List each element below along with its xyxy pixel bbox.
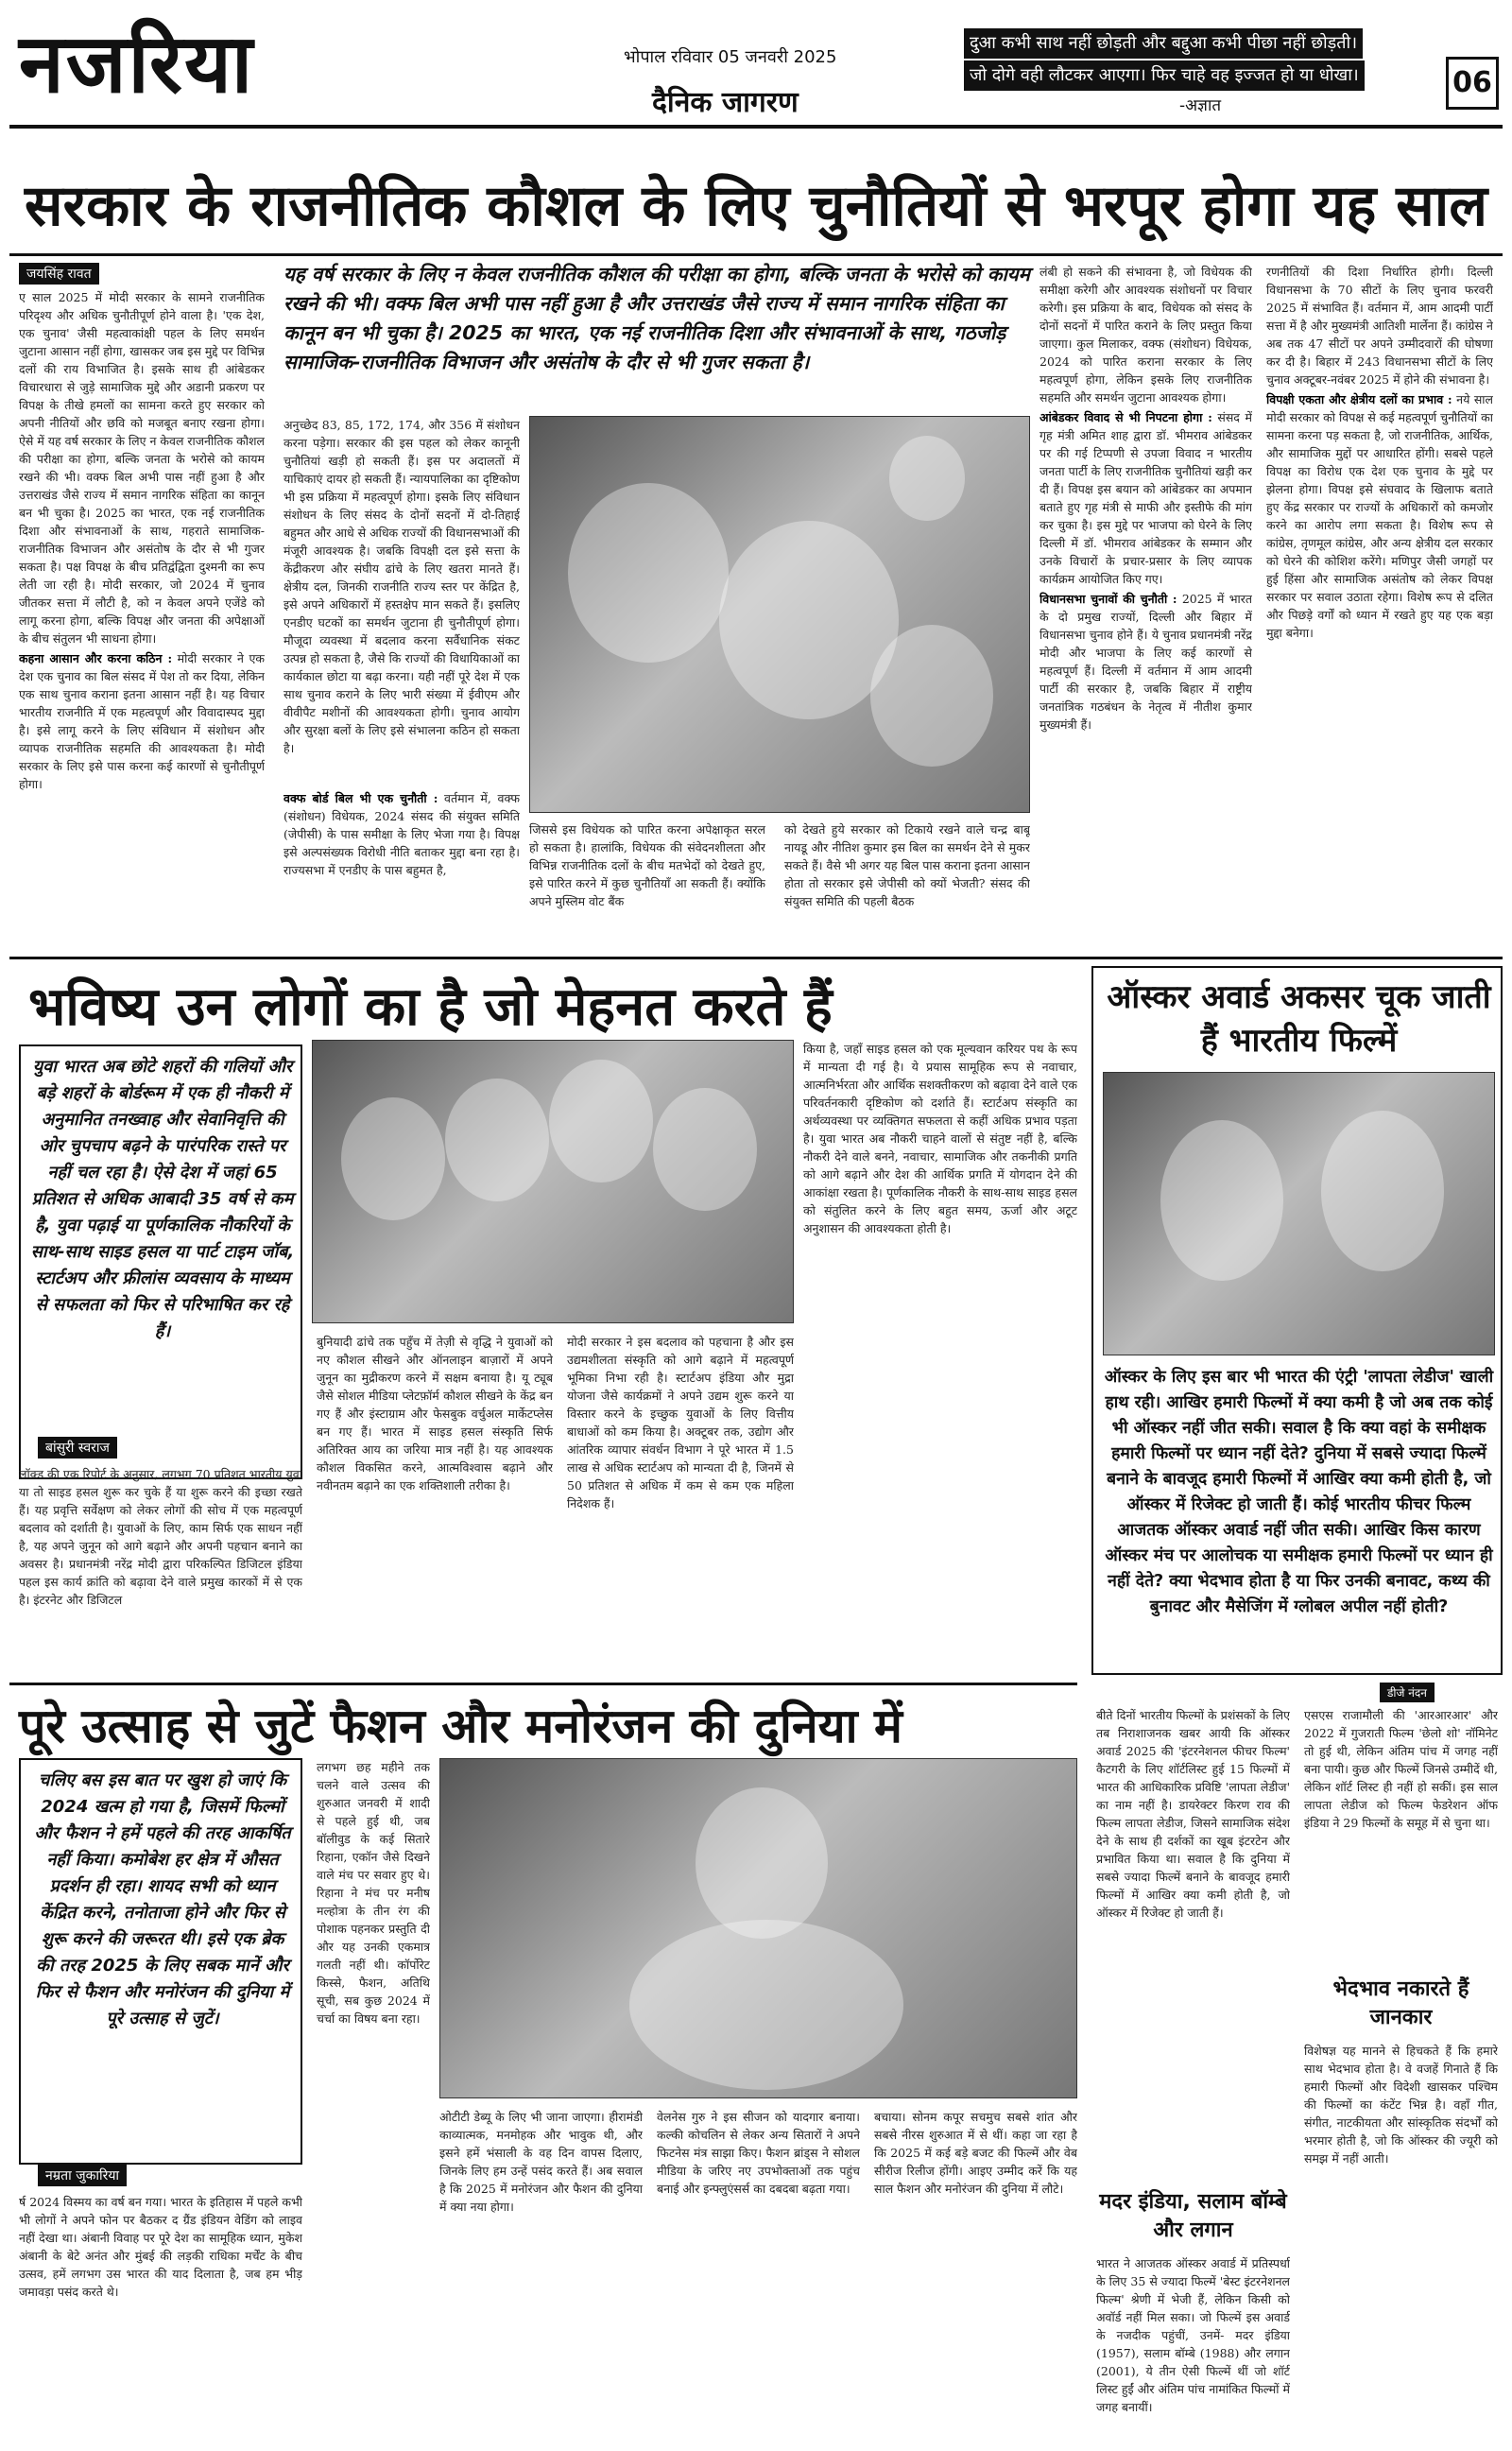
article2-col2 bbox=[317, 1333, 553, 1635]
article1-col4-text: को देखते हुये सरकार को टिकाये रखने वाले चन्द्र बाबू नायडू और नीतिश कुमार इस बिल का समर्थन देने से मुकर सकते हैं। वैसे भी अगर यह बिल पास कराना इतना आसान होता तो सरकार इसे जेपीसी को क्यों भेजती? संसद की संयुक्त समिति की पहली बैठक bbox=[784, 822, 1030, 908]
article3-headline: ऑस्कर अवार्ड अकसर चूक जाती हैं भारतीय फिल्में bbox=[1107, 978, 1491, 1060]
article2-headline: भविष्य उन लोगों का है जो मेहनत करते हैं bbox=[28, 976, 833, 1038]
article2-col1-text: लॉक्ड की एक रिपोर्ट के अनुसार, लगभग 70 प्रतिशत भारतीय युवा या तो साइड हसल शुरू कर चुके हैं या शुरू करने की इच्छा रखते हैं। यह प्रवृत्ति सर्वेक्षण को लेकर लोगों की सोच में एक महत्वपूर्ण बदलाव को दर्शाती है। युवाओं के लिए, काम सिर्फ एक साधन नहीं है, यह अपने जुनून को आगे बढ़ाने और अपनी पहचान बनाने का अवसर है। प्रधानमंत्री नरेंद्र मोदी द्वारा परिकल्पित डिजिटल इंडिया पहल इस कार्य क्रांति को बढ़ावा देने वाले प्रमुख कारकों में से एक है। इंटरनेट और डिजिटल bbox=[19, 1467, 302, 1607]
article1-byline: जयसिंह रावत bbox=[19, 263, 99, 285]
article1-col6-subhead: विपक्षी एकता और क्षेत्रीय दलों का प्रभाव : bbox=[1266, 392, 1452, 406]
film-photo bbox=[1103, 1072, 1495, 1355]
article1-headline: सरकार के राजनीतिक कौशल के लिए चुनौतियों से भरपूर होगा यह साल bbox=[24, 173, 1488, 239]
article1-col5-text: लंबी हो सकने की संभावना है, जो विधेयक की समीक्षा करेगी और आवश्यक संशोधनों पर विचार करेगी। इस प्रक्रिया के बाद, विधेयक को संसद के दोनों सदनों में पारित कराने के लिए प्रस्तुत किया जाएगा। कुल मिलाकर, वक्फ (संशोधन) विधेयक, 2024 को पारित कराना सरकार के लिए महत्वपूर्ण होगा, लेकिन इसके लिए राजनीतिक सहमति और समर्थन जुटाना आवश्यक होगा। bbox=[1040, 265, 1252, 405]
masthead bbox=[9, 8, 1503, 129]
fashion-photo bbox=[439, 1758, 1077, 2098]
article1-col1-subhead: कहना आसान और करना कठिन : bbox=[19, 651, 173, 665]
article1-col1-text: ए साल 2025 में मोदी सरकार के सामने राजनीतिक परिदृश्य और अधिक चुनौतीपूर्ण होने वाला है। 'एक देश, एक चुनाव' जैसी महत्वाकांक्षी पहल के लिए समर्थन जुटाना आसान नहीं होगा, खासकर जब इस मुद्दे पर विभिन्न दलों की राय विभाजित है। इसके साथ ही आंबेडकर विचारधारा से जुड़े सामाजिक मुद्दे और अडानी प्रकरण पर विपक्ष के तीखे हमलों का सामना करते हुए सरकार को अपनी नीतियों और छवि को मजबूत बनाए रखना होगा। ऐसे में यह वर्ष सरकार के लिए न केवल राजनीतिक कौशल की परीक्षा का होगा, बल्कि जनता के भरोसे को कायम रखने की भी। वक्फ बिल अभी पास नहीं हुआ है और उत्तराखंड जैसे राज्य में समान नागरिक संहिता का कानून बन भी चुका है। 2025 का भारत, एक नई राजनीतिक दिशा और संभावनाओं के साथ, गहराते सामाजिक-राजनीतिक विभाजन और असंतोष के दौर से भी गुजर सकता है। पक्ष विपक्ष के बीच प्रतिद्वंद्विता दुश्मनी का रूप लेती जा रही है। मोदी सरकार, जो 2024 में चुनाव जीतकर सत्ता में लौटी है, को न केवल अपने एजेंडे को लागू करना होगा, बल्कि विपक्ष और जनता की अपेक्षाओं के बीच संतुलन भी साधना होगा। bbox=[19, 290, 265, 646]
article4-col5 bbox=[874, 2108, 1077, 2443]
article3-byline: डीजे नंदन bbox=[1380, 1683, 1435, 1702]
article4-quote-box bbox=[19, 1758, 302, 2165]
youth-photo bbox=[312, 1040, 794, 1323]
article4-col2-text: लगभग छह महीने तक चलने वाले उत्सव की शुरुआत जनवरी में शादी से पहले हुई थी, जब बॉलीवुड के कई सितारे रिहाना, एकॉन जैसे दिखने वाले मंच पर सवार हुए थे। रिहाना ने मंच पर मनीष मल्होत्रा के तीन रंग की पोशाक पहनकर प्रस्तुति दी और यह उनकी एकमात्र गलती नहीं थी। कॉर्पोरेट किस्से, फैशन, अतिथि सूची, सब कुछ 2024 में चर्चा का विषय बना रहा। bbox=[317, 1760, 430, 2026]
article4-col1 bbox=[19, 2193, 302, 2443]
article3-col1-text: बीते दिनों भारतीय फिल्मों के प्रशंसकों के लिए तब निराशाजनक खबर आयी कि ऑस्कर अवार्ड 2025 की 'इंटरनेशनल फीचर फिल्म' कैटगरी के लिए शॉर्टलिस्ट हुई 15 फिल्मों में भारत की आधिकारिक प्रविष्टि 'लापता लेडीज' का नाम नहीं है। डायरेक्टर किरण राव की फिल्म लापता लेडीज, जिसने सामाजिक संदेश देने के साथ ही दर्शकों का खूब इंटरटेन और प्रभावित किया था। सवाल है कि दुनिया में सबसे ज्यादा फिल्में बनाने के बावजूद हमारी फिल्मों में आखिर क्या कमी होती है, जो ऑस्कर में रिजेक्ट हो जाती हैं। bbox=[1096, 1708, 1290, 1920]
article3-subhead1: भेदभाव नकारते हैं जानकार bbox=[1332, 1977, 1469, 2029]
article2-col2-text: बुनियादी ढांचे तक पहुँच में तेज़ी से वृद्धि ने युवाओं को नए कौशल सीखने और ऑनलाइन बाज़ारों में अपने जुनून का मुद्रीकरण करने में सक्षम बनाया है। यू ट्यूब जैसे सोशल मीडिया प्लेटफ़ॉर्म कौशल सीखने के केंद्र बन गए हैं और इंस्टाग्राम और फेसबुक वर्चुअल मार्केटप्लेस बन गए हैं। भारत में साइड हसल संस्कृति सिर्फ अतिरिक्त आय का जरिया मात्र नहीं है। यह आवश्यक कौशल विकसित करने, आत्मविश्वास बढ़ाने और नवीनतम बढ़ाने का एक शक्तिशाली तरीका है। bbox=[317, 1335, 553, 1493]
article1-col5-b: संसद में गृह मंत्री अमित शाह द्वारा डॉ. भीमराव आंबेडकर पर की गई टिप्पणी से उपजा विवाद न भारतीय जनता पार्टी के लिए राजनीतिक चुनौतियां खड़ी कर दी हैं। विपक्ष इस बयान को आंबेडकर का अपमान बताते हुए गृह मंत्री से माफी और इस्तीफे की मांग कर चुका है। इस मुद्दे पर भाजपा को घेरने के लिए दिल्ली में डॉ. भीमराव आंबेडकर के सम्मान और उनके विचारों के प्रचार-प्रसार के लिए व्यापक कार्यक्रम आयोजित किए गए। bbox=[1040, 410, 1252, 586]
article2-byline: बांसुरी स्वराज bbox=[38, 1437, 117, 1459]
article2-col4 bbox=[803, 1040, 1077, 1635]
article1-col4 bbox=[784, 820, 1030, 950]
article4-col5-text: बचाया। सोनम कपूर सचमुच सबसे शांत और सबसे नीरस शुरुआत में से थीं। कहा जा रहा है कि 2025 में कई बड़े बजट की फिल्में और वेब सीरीज रिलीज होंगी। आइए उम्मीद करें कि यह साल फैशन और मनोरंजन की दुनिया में लौटे। bbox=[874, 2110, 1077, 2196]
article1-col3-text: जिससे इस विधेयक को पारित करना अपेक्षाकृत सरल हो सकता है। हालांकि, विधेयक की संवेदनशीलता और विभिन्न राजनीतिक दलों के बीच मतभेदों को देखते हुए, इसे पारित करने में कुछ चुनौतियाँ आ सकती हैं। क्योंकि अपने मुस्लिम वोट बैंक bbox=[529, 822, 765, 908]
article1-col2-b: वर्तमान में, वक्फ (संशोधन) विधेयक, 2024 संसद की संयुक्त समिति (जेपीसी) के पास समीक्षा के लिए भेजा गया है। विपक्ष इसे अल्पसंख्यक विरोधी नीति बताकर मुद्दा बना रहा है। राज्यसभा में एनडीए के पास बहुमत है, bbox=[284, 791, 520, 877]
masthead-quote bbox=[964, 28, 1436, 119]
article2-col3-text: मोदी सरकार ने इस बदलाव को पहचाना है और इस उद्यमशीलता संस्कृति को आगे बढ़ाने में महत्वपूर्ण भूमिका निभा रही है। स्टार्टअप इंडिया और मुद्रा योजना जैसे कार्यक्रमों ने अपने उद्यम शुरू करने या विस्तार करने के इच्छुक युवाओं के लिए वित्तीय बाधाओं को कम किया है। अक्टूबर तक, उद्योग और आंतरिक व्यापार संवर्धन विभाग ने पूरे भारत में 1.5 लाख से अधिक स्टार्टअप को मान्यता दी है, जिनमें से 50 प्रतिशत से अधिक में कम से कम एक महिला निदेशक हैं। bbox=[567, 1335, 794, 1510]
article1-col2 bbox=[284, 416, 520, 785]
article1-col3 bbox=[529, 820, 765, 950]
article1-col2-subhead: वक्फ बोर्ड बिल भी एक चुनौती : bbox=[284, 791, 438, 805]
article3-col2b bbox=[1304, 2042, 1498, 2443]
article1-col1-b: मोदी सरकार ने एक देश एक चुनाव का बिल संसद में पेश तो कर दिया, लेकिन एक साथ चुनाव कराना इतना आसान नहीं है। यह विचार भारतीय राजनीति में एक महत्वपूर्ण और विवादास्पद मुद्दा है। इसे लागू करने के लिए संविधान में संशोधन और व्यापक राजनीतिक सहमति की आवश्यकता है। मोदी सरकार के लिए इसे पास करना कई कारणों से चुनौतीपूर्ण होगा। bbox=[19, 651, 265, 791]
article3-col2 bbox=[1304, 1706, 1498, 1971]
article4-byline: नम्रता जुकारिया bbox=[38, 2165, 127, 2186]
article1-deck: यह वर्ष सरकार के लिए न केवल राजनीतिक कौशल की परीक्षा का होगा, बल्कि जनता के भरोसे को कायम रखने की भी। वक्फ बिल अभी पास नहीं हुआ है और उत्तराखंड जैसे राज्य में समान नागरिक संहिता का कानून बन भी चुका है। 2025 का भारत, एक नई राजनीतिक दिशा और संभावनाओं के साथ, गठजोड़ सामाजिक-राजनीतिक विभाजन और असंतोष के दौर से भी गुजर सकता है। bbox=[284, 263, 1030, 373]
article1-col1 bbox=[19, 288, 265, 950]
article3-subhead2: मदर इंडिया, सलाम बॉम्बे और लगान bbox=[1099, 2190, 1287, 2242]
masthead-paper-name: दैनिक जागरण bbox=[652, 86, 799, 119]
article2-pull-quote: युवा भारत अब छोटे शहरों की गलियों और बड़े शहरों के बोर्डरूम में एक ही नौकरी में अनुमानित तनख्वाह और सेवानिवृत्ति की ओर चुपचाप बढ़ने के पारंपरिक रास्ते पर नहीं चल रहा है। ऐसे देश में जहां 65 प्रतिशत से अधिक आबादी 35 वर्ष से कम है, युवा पढ़ाई या पूर्णकालिक नौकरियों के साथ-साथ साइड हसल या पार्ट टाइम जॉब, स्टार्टअप और फ्रीलांस व्यवसाय के माध्यम से सफलता को फिर से परिभाषित कर रहे हैं। bbox=[30, 1057, 295, 1341]
masthead-logo: नजरिया bbox=[19, 17, 255, 112]
article3-quote: ऑस्कर के लिए इस बार भी भारत की एंट्री 'लापता लेडीज' खाली हाथ रही। आखिर हमारी फिल्मों में क्या कमी है जो अब तक कोई भी ऑस्कर नहीं जीत सकी। सवाल है कि क्या वहां के समीक्षक हमारी फिल्मों पर ध्यान नहीं देते? दुनिया में सबसे ज्यादा फिल्में बनाने के बावजूद हमारी फिल्मों में आखिर क्या कमी होती है, जो ऑस्कर में रिजेक्ट हो जाती हैं। कोई भारतीय फीचर फिल्म आजतक ऑस्कर अवार्ड नहीं जीत सकी। आखिर किस कारण ऑस्कर मंच पर आलोचक या समीक्षक हमारी फिल्मों पर ध्यान ही नहीं देते? क्या भेदभाव होता है या फिर उनकी बनावट, कथ्य की बुनावट और मैसेजिंग में ग्लोबल अपील नहीं होती? bbox=[1104, 1368, 1494, 1616]
article4-headline: पूरे उत्साह से जुटें फैशन और मनोरंजन की दुनिया में bbox=[19, 1699, 902, 1753]
article4-col4 bbox=[657, 2108, 860, 2443]
article2-col1 bbox=[19, 1465, 302, 1635]
article1-col5-c: 2025 में भारत के दो प्रमुख राज्यों, दिल्ली और बिहार में विधानसभा चुनाव होने हैं। ये चुनाव प्रधानमंत्री नरेंद्र मोदी और भाजपा के लिए कई कारणों से महत्वपूर्ण हैं। दिल्ली में वर्तमान में आम आदमी पार्टी की सरकार है, जबकि बिहार में राष्ट्रीय जनतांत्रिक गठबंधन के नेतृत्व में नीतीश कुमार मुख्यमंत्री हैं। bbox=[1040, 592, 1252, 732]
article2-col3 bbox=[567, 1333, 794, 1635]
article4-col3-text: ओटीटी डेब्यू के लिए भी जाना जाएगा। हीरामंडी काव्यात्मक, मनमोहक और भावुक थी, और इसने हमें भंसाली के वह दिन वापस दिलाए, जिनके लिए हम उन्हें पसंद करते हैं। अब सवाल है कि 2025 में मनोरंजन और फैशन की दुनिया में क्या नया होगा। bbox=[439, 2110, 643, 2214]
article4-col4-text: वेलनेस गुरु ने इस सीजन को यादगार बनाया। कल्की कोचलिन से लेकर अन्य सितारों ने अपने फिटनेस मंत्र साझा किए। फैशन ब्रांड्स ने सोशल मीडिया के जरिए नए उपभोक्ताओं तक पहुंच बनाई और इन्फ्लुएंसर्स का दबदबा बढ़ता गया। bbox=[657, 2110, 860, 2196]
divider bbox=[9, 253, 1503, 256]
quote-line-2: जो दोगे वही लौटकर आएगा। फिर चाहे वह इज्जत हो या धोखा। bbox=[964, 60, 1365, 91]
divider bbox=[9, 1683, 1077, 1685]
politicians-photo bbox=[529, 416, 1030, 813]
article1-col6-text: रणनीतियों की दिशा निर्धारित होगी। दिल्ली विधानसभा के 70 सीटों के लिए चुनाव फरवरी 2025 में संभावित हैं। वर्तमान में, आम आदमी पार्टी सत्ता में है और मुख्यमंत्री आतिशी मार्लेना हैं। कांग्रेस ने अब तक 47 सीटों पर अपने उम्मीदवारों की घोषणा कर दी है। बिहार में 243 विधानसभा सीटों के लिए चुनाव अक्टूबर-नवंबर 2025 में होने की संभावना है। bbox=[1266, 265, 1493, 387]
article4-col2 bbox=[317, 1758, 430, 2443]
masthead-date: भोपाल रविवार 05 जनवरी 2025 bbox=[624, 47, 837, 67]
quote-author: -अज्ञात bbox=[1178, 96, 1222, 115]
article3-col2-b: विशेषज्ञ यह मानने से हिचकते हैं कि हमारे साथ भेदभाव होता है। वे वजहें गिनाते हैं कि हमारी फिल्मों और विदेशी खासकर पश्चिम की फिल्मों का कंटेंट भिन्न है। वहाँ गीत, संगीत, नाटकीयता और सांस्कृतिक संदर्भों को भरमार होती है, जो कि ऑस्कर की ज्यूरी को समझ में नहीं आती। bbox=[1304, 2044, 1498, 2166]
article1-col2b bbox=[284, 789, 520, 950]
article1-col6 bbox=[1266, 263, 1493, 950]
article1-col2-text: अनुच्छेद 83, 85, 172, 174, और 356 में संशोधन करना पड़ेगा। सरकार की इस पहल को लेकर कानूनी चुनौतियां खड़ी हो सकती हैं। इस पर अदालतों में याचिकाएं दायर हो सकती हैं। न्यायपालिका का दृष्टिकोण भी इस प्रक्रिया में महत्वपूर्ण होगा। इसके लिए संविधान संशोधन के लिए संसद के दोनों सदनों में दो-तिहाई बहुमत और आधे से अधिक राज्यों की विधानसभाओं की मंजूरी आवश्यक है। जबकि विपक्षी दल इसे सत्ता के केंद्रीकरण और संघीय ढांचे के लिए खतरा मानते हैं। क्षेत्रीय दल, जिनकी राजनीति राज्य स्तर पर केंद्रित है, इसे अपने अधिकारों में हस्तक्षेप मान सकते हैं। इसलिए एनडीए घटकों का समर्थन जुटाना ही चुनौतीपूर्ण होगा। मौजूदा व्यवस्था में बदलाव करना सर्वैधानिक संकट उत्पन्न हो सकता है, जैसे कि राज्यों की विधायिकाओं का कार्यकाल छोटा या बढ़ा करना। यही नहीं पूरे देश में एक साथ चुनाव कराने के लिए भारी संख्या में ईवीएम और वीवीपैट मशीनों की आवश्यकता होगी। चुनाव आयोग और सुरक्षा बलों के लिए इसे संभालना कठिन हो सकता है। bbox=[284, 418, 520, 755]
page-number: 06 bbox=[1446, 57, 1499, 110]
quote-line-1: दुआ कभी साथ नहीं छोड़ती और बद्दुआ कभी पीछा नहीं छोड़ती। bbox=[964, 28, 1363, 59]
article2-col4-text: किया है, जहाँ साइड हसल को एक मूल्यवान करियर पथ के रूप में मान्यता दी गई है। ये प्रयास सामूहिक रूप से नवाचार, आत्मनिर्भरता और आर्थिक सशक्तीकरण को बढ़ावा देने वाले एक परिवर्तनकारी दृष्टिकोण को दर्शाते हैं। स्टार्टअप संस्कृति का अर्थव्यवस्था पर व्यक्तिगत सफलता से कहीं अधिक प्रभाव पड़ता है। युवा भारत अब नौकरी चाहने वालों से संतुष्ट नहीं है, बल्कि नौकरी देने वाले बनने, नवाचार, सामाजिक और तकनीकी प्रगति को आगे बढ़ाने और देश की आर्थिक प्रगति में योगदान देने की आकांक्षा रखता है। पूर्णकालिक नौकरी के साथ-साथ साइड हसल को संतुलित करने के लिए बहुत समय, ऊर्जा और अटूट अनुशासन की आवश्यकता होती है। bbox=[803, 1042, 1077, 1235]
article4-col1-text: र्ष 2024 विस्मय का वर्ष बन गया। भारत के इतिहास में पहले कभी भी लोगों ने अपने फोन पर बैठकर द ग्रैंड इंडियन वेडिंग को लाइव नहीं देखा था। अंबानी विवाह पर पूरे देश का सामूहिक ध्यान, मुकेश अंबानी के बेटे अनंत और मुंबई की लड़की राधिका मर्चेंट के बीच उत्सव, हमें लगभग उस भारत की याद दिलाता है, जब हम भीड़ जमावड़ा पसंद करते थे। bbox=[19, 2195, 302, 2299]
article3-box bbox=[1091, 966, 1503, 1675]
article1-col5 bbox=[1040, 263, 1252, 950]
article4-col3 bbox=[439, 2108, 643, 2443]
article3-col2-text: एसएस राजामौली की 'आरआरआर' और 2022 में गुजराती फिल्म 'छेलो शो' नॉमिनेट तो हुई थी, लेकिन अंतिम पांच में जगह नहीं बना पायी। कुछ और फिल्में जिनसे उम्मीदें थी, लेकिन शॉर्ट लिस्ट ही नहीं हो सकीं। इस साल लापता लेडीज को फिल्म फेडरेशन ऑफ इंडिया ने 29 फिल्मों के समूह में से चुना था। bbox=[1304, 1708, 1498, 1830]
article1-col5-subhead: आंबेडकर विवाद से भी निपटना होगा : bbox=[1040, 410, 1212, 424]
article1-col6-b: नये साल मोदी सरकार को विपक्ष से कई महत्वपूर्ण चुनौतियों का सामना करना पड़ सकता है, जो राजनीतिक, आर्थिक, और सामाजिक मुद्दों पर आधारित होंगी। सबसे पहले विपक्ष का विरोध एक देश एक चुनाव के मुद्दे पर झेलना होगा। विपक्ष इसे संघवाद के खिलाफ बताते हुए केंद्र सरकार पर राज्यों के अधिकारों को कमजोर करने का आरोप लगा सकता है। विशेष रूप से कांग्रेस, तृणमूल कांग्रेस, और अन्य क्षेत्रीय दल सरकार को घेरने की कोशिश करेंगे। मणिपुर जैसी जगहों पर हुई हिंसा और सामाजिक असंतोष को लेकर विपक्ष सरकार पर सवाल उठाता रहेगा। विशेष रूप से दलित और पिछड़े वर्गों को ध्यान में रखते हुए यह एक बड़ा मुद्दा बनेगा। bbox=[1266, 392, 1493, 640]
article3-col1-b: भारत ने आजतक ऑस्कर अवार्ड में प्रतिस्पर्धा के लिए 35 से ज्यादा फिल्में 'बेस्ट इंटरनेशनल फिल्म' श्रेणी में भेजी हैं, लेकिन किसी को अवॉर्ड नहीं मिल सका। जो फिल्में इस अवार्ड के नजदीक पहुंचीं, उनमें- मदर इंडिया (1957), सलाम बॉम्बे (1988) और लगान (2001), ये तीन ऐसी फिल्में थीं जो शॉर्ट लिस्ट हुईं और अंतिम पांच नामांकित फिल्मों में जगह बनायीं। bbox=[1096, 2256, 1290, 2414]
article2-quote-box bbox=[19, 1044, 302, 1479]
article3-col1b bbox=[1096, 2254, 1290, 2443]
divider bbox=[9, 957, 1503, 959]
article1-col5-subhead2: विधानसभा चुनावों की चुनौती : bbox=[1040, 592, 1177, 606]
article4-pull-quote: चलिए बस इस बात पर खुश हो जाएं कि 2024 खत्म हो गया है, जिसमें फिल्मों और फैशन ने हमें पहले की तरह आकर्षित नहीं किया। कमोबेश हर क्षेत्र में औसत प्रदर्शन ही रहा। शायद सभी को ध्यान केंद्रित करने, तनोताजा होने और फिर से शुरू करने की जरूरत थी। इसे एक ब्रेक की तरह 2025 के लिए सबक मानें और फिर से फैशन और मनोरंजन की दुनिया में पूरे उत्साह से जुटें। bbox=[34, 1770, 291, 2028]
